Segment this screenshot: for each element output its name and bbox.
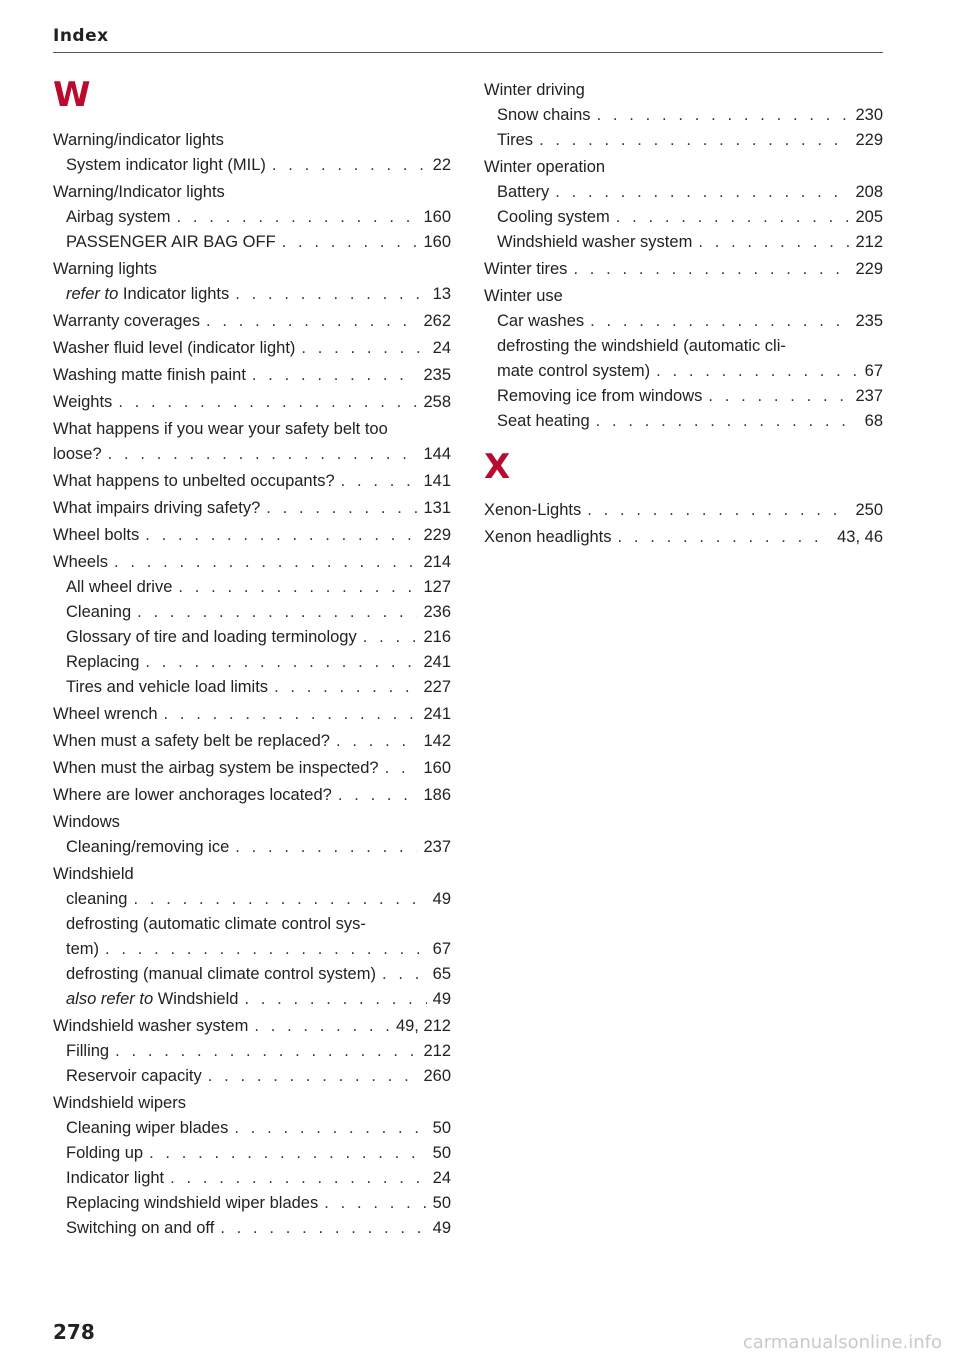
- header-title: Index: [53, 26, 109, 46]
- index-subentry: defrosting (automatic climate control sys-: [66, 915, 366, 933]
- index-subentry-continuation: tem) . . . 67: [53, 937, 451, 962]
- index-entry: Windshield: [53, 865, 134, 883]
- index-entry: Winter use: [484, 287, 563, 305]
- index-subentry: Removing ice from windows . . . 237: [484, 384, 883, 409]
- page-number: 278: [53, 1320, 95, 1344]
- index-entry: Winter tires . . . 229: [484, 257, 883, 282]
- section-letter-x: X: [484, 447, 511, 487]
- index-subentry: Windshield washer system . . . 212: [484, 230, 883, 255]
- index-entry: What happens if you wear your safety belt too: [53, 420, 388, 438]
- index-subentry: Cleaning . . . 236: [53, 600, 451, 625]
- index-entry: When must a safety belt be replaced? . . . 142: [53, 729, 451, 754]
- page-header: [53, 26, 883, 53]
- index-entry: Winter driving: [484, 81, 585, 99]
- index-entry: Xenon-Lights . . . 250: [484, 498, 883, 523]
- index-entry: Washing matte finish paint . . . 235: [53, 363, 451, 388]
- index-subentry: defrosting the windshield (automatic cli-: [497, 337, 786, 355]
- index-subentry: cleaning . . . 49: [53, 887, 451, 912]
- index-column-right: [484, 76, 883, 550]
- watermark: carmanualsonline.info: [742, 1332, 942, 1353]
- index-subentry: Tires . . . 229: [484, 128, 883, 153]
- index-subentry: Cooling system . . . 205: [484, 205, 883, 230]
- index-entry: When must the airbag system be inspected? . . . 160: [53, 756, 451, 781]
- index-entry: Washer fluid level (indicator light) . . . 24: [53, 336, 451, 361]
- index-subentry: Cleaning/removing ice . . . 237: [53, 835, 451, 860]
- index-subentry: also refer to Windshield . . . 49: [53, 987, 451, 1012]
- index-subentry: Tires and vehicle load limits . . . 227: [53, 675, 451, 700]
- index-column-left: [53, 76, 451, 1241]
- index-subentry: Car washes . . . 235: [484, 309, 883, 334]
- index-entry: Xenon headlights . . . 43, 46: [484, 525, 883, 550]
- index-subentry: Airbag system . . . 160: [53, 205, 451, 230]
- index-subentry-continuation: mate control system) . . . 67: [484, 359, 883, 384]
- index-entry: Warning lights: [53, 260, 157, 278]
- index-subentry: All wheel drive . . . 127: [53, 575, 451, 600]
- section-letter-w: W: [53, 75, 91, 115]
- index-entry: Winter operation: [484, 158, 606, 176]
- index-subentry: Replacing windshield wiper blades . . . 50: [53, 1191, 451, 1216]
- index-subentry: refer to Indicator lights . . . 13: [53, 282, 451, 307]
- index-entry: Weights . . . 258: [53, 390, 451, 415]
- index-subentry: Seat heating . . . 68: [484, 409, 883, 434]
- index-entry: What happens to unbelted occupants? . . . 141: [53, 469, 451, 494]
- index-subentry: Snow chains . . . 230: [484, 103, 883, 128]
- index-subentry: PASSENGER AIR BAG OFF . . . 160: [53, 230, 451, 255]
- index-subentry: Battery . . . 208: [484, 180, 883, 205]
- index-subentry: Filling . . . 212: [53, 1039, 451, 1064]
- index-entry: Where are lower anchorages located? . . . 186: [53, 783, 451, 808]
- index-subentry: defrosting (manual climate control system) . . . 65: [53, 962, 451, 987]
- index-entry: Windshield wipers: [53, 1094, 186, 1112]
- index-subentry: Switching on and off . . . 49: [53, 1216, 451, 1241]
- index-entry: Wheels . . . 214: [53, 550, 451, 575]
- index-entry: Windows: [53, 813, 120, 831]
- index-subentry: Replacing . . . 241: [53, 650, 451, 675]
- index-entry: Wheel bolts . . . 229: [53, 523, 451, 548]
- index-subentry: Folding up . . . 50: [53, 1141, 451, 1166]
- index-subentry: Cleaning wiper blades . . . 50: [53, 1116, 451, 1141]
- index-subentry: Glossary of tire and loading terminology . . . 216: [53, 625, 451, 650]
- index-entry: Warning/Indicator lights: [53, 183, 225, 201]
- index-entry: What impairs driving safety? . . . 131: [53, 496, 451, 521]
- index-entry: Windshield washer system . . . 49, 212: [53, 1014, 451, 1039]
- index-entry-continuation: loose? . . . 144: [53, 442, 451, 467]
- index-entry: Wheel wrench . . . 241: [53, 702, 451, 727]
- index-entry: Warranty coverages . . . 262: [53, 309, 451, 334]
- index-entry: Warning/indicator lights: [53, 131, 224, 149]
- index-subentry: Indicator light . . . 24: [53, 1166, 451, 1191]
- index-subentry: Reservoir capacity . . . 260: [53, 1064, 451, 1089]
- index-subentry: System indicator light (MIL) . . . 22: [53, 153, 451, 178]
